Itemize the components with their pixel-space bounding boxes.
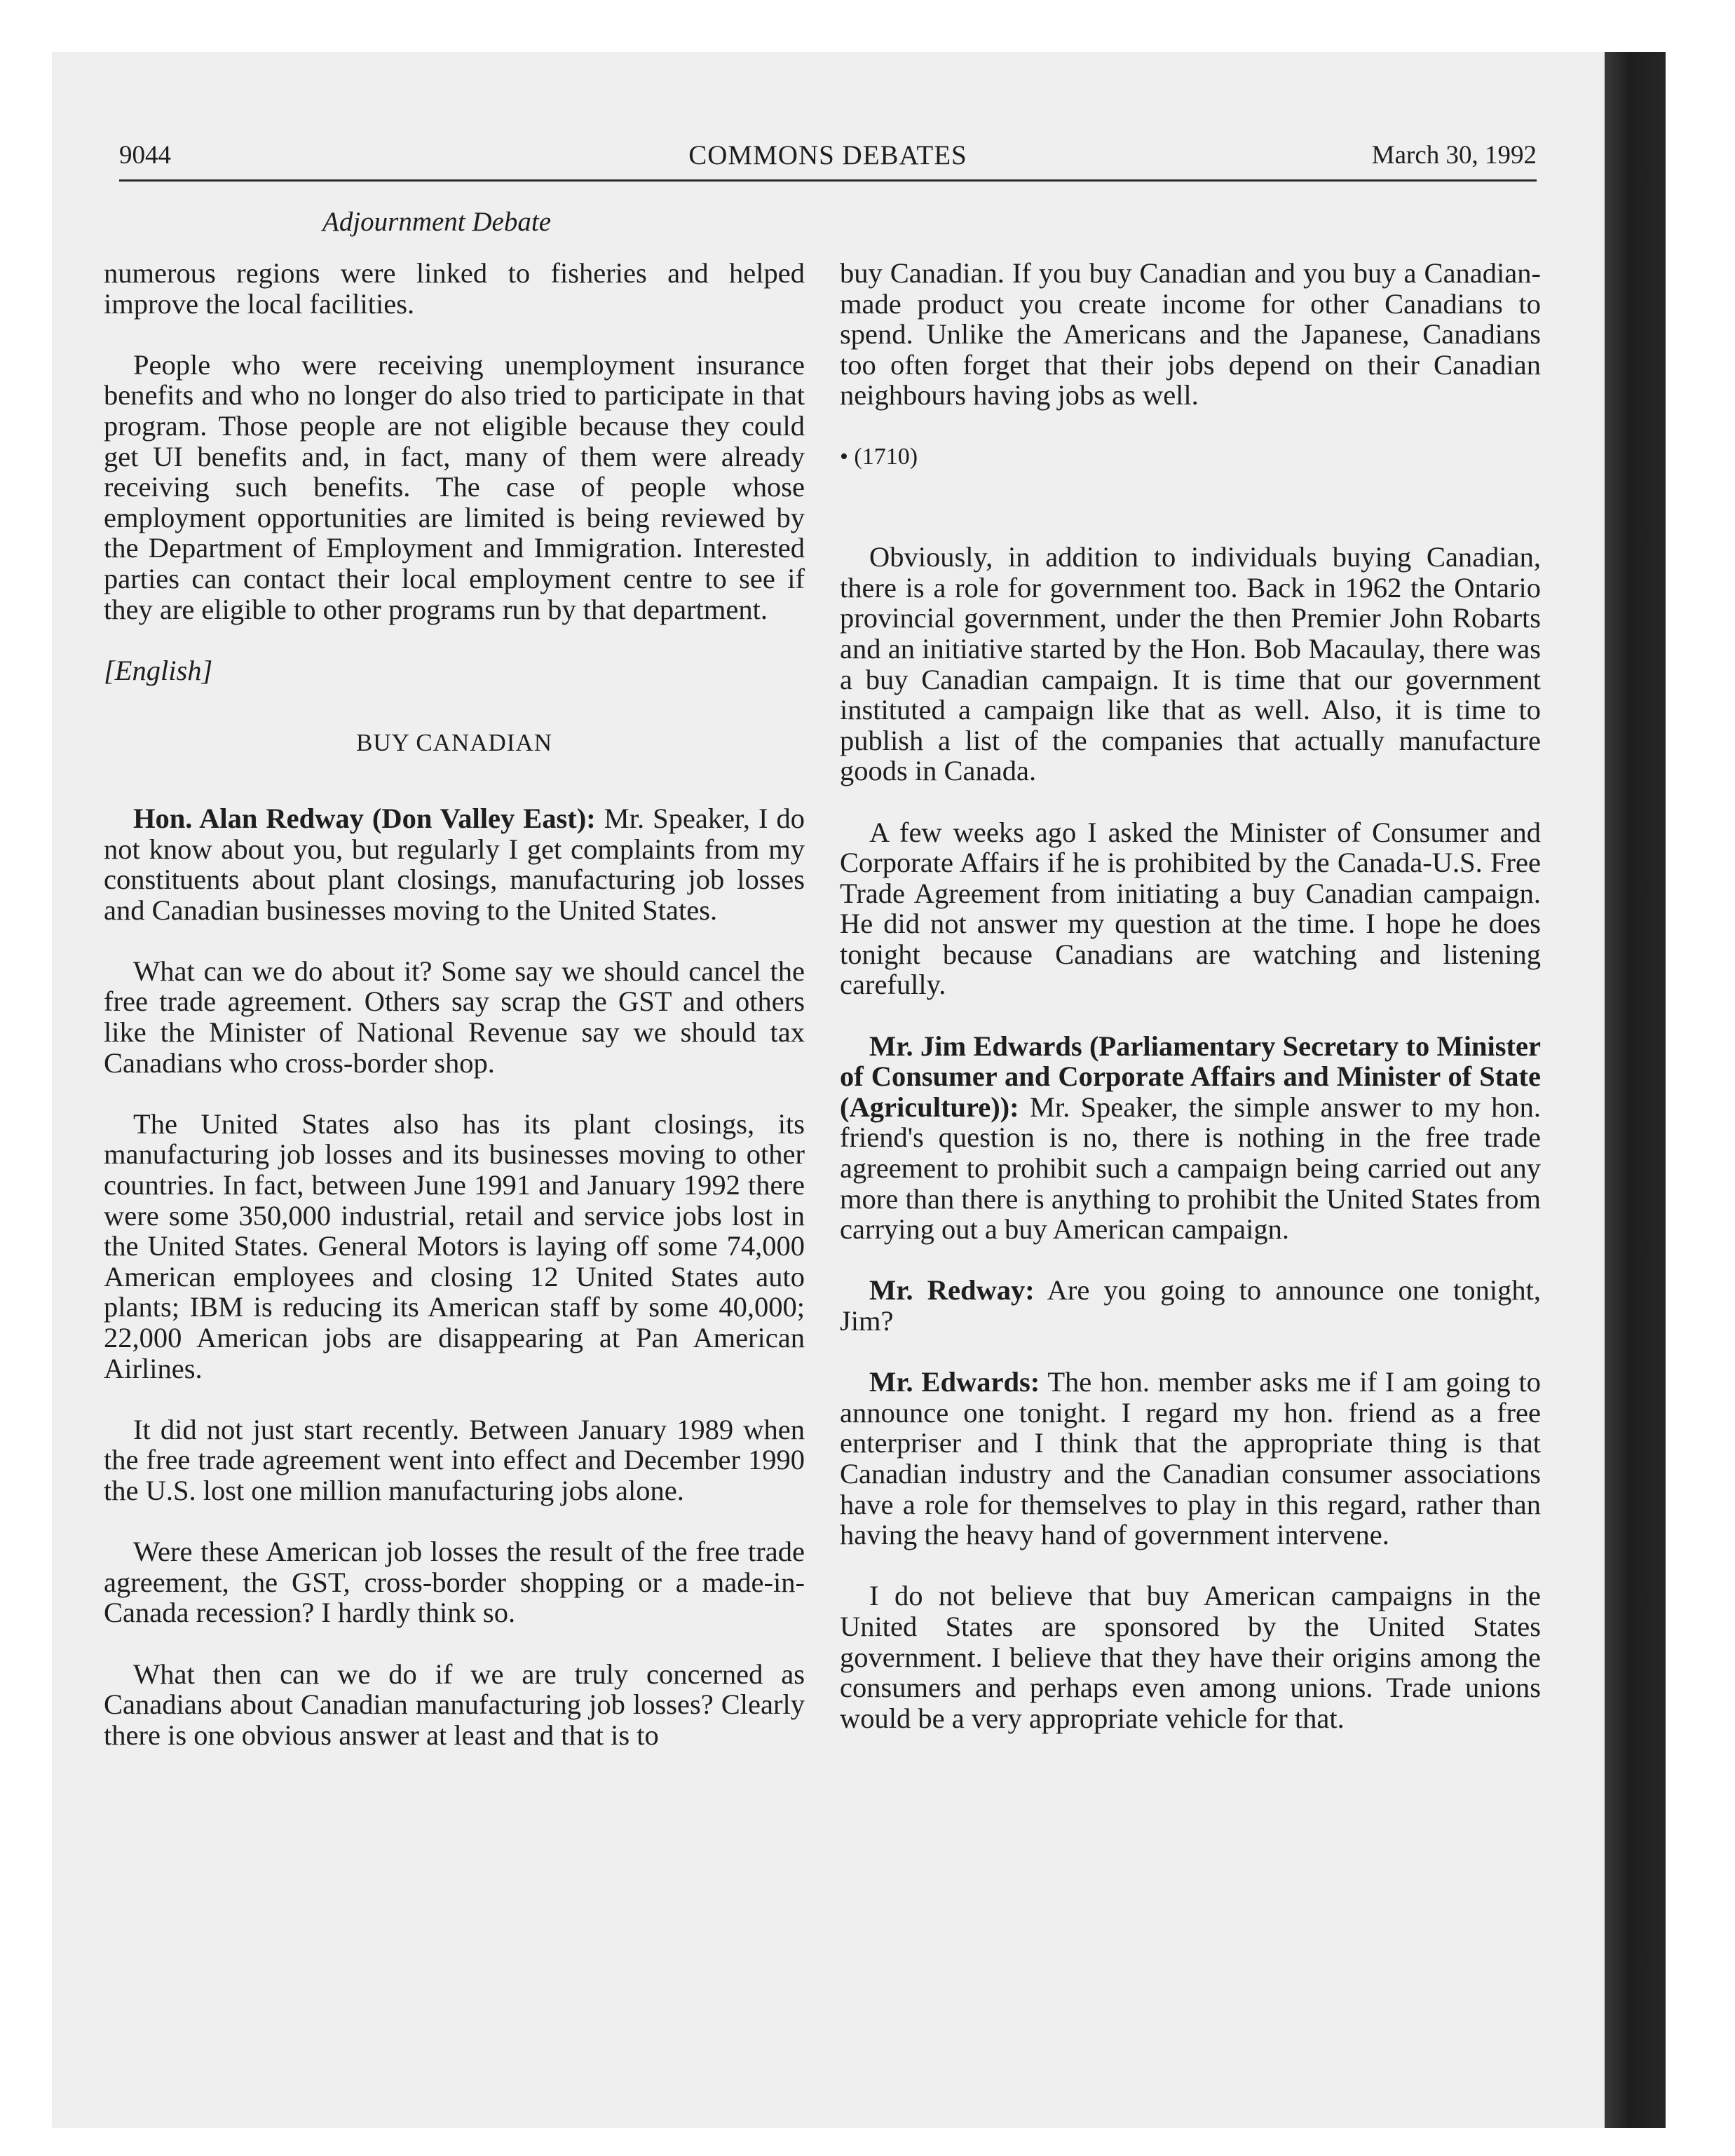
header-rule xyxy=(119,179,1537,182)
paragraph: The United States also has its plant closings, its manufacturing job losses and its businesses moving to other countries. In fact, between June 1991 and January 1992 there were some 350,000 industrial, retail and service jobs lost in the United States. General Motors is laying off some 74,000 American employees and closing 12 United States auto plants; IBM is reducing its American staff by some 40,000; 22,000 American jobs are disappearing at Pan American Airlines. xyxy=(104,1107,805,1384)
paragraph: What then can we do if we are truly concerned as Canadians about Canadian manufacturing job losses? Clearly there is one obvious answer at least and that is to xyxy=(104,1658,805,1751)
speech-paragraph xyxy=(104,803,805,925)
paragraph: numerous regions were linked to fisheries and helped improve the local facilities. xyxy=(104,257,805,320)
speaker-name: Hon. Alan Redway (Don Valley East): xyxy=(133,802,596,834)
paragraph: I do not believe that buy American campaigns in the United States are sponsored by the United States government. I believe that they have their origins among the consumers and perhaps even among unions. Trade unions would be a very appropriate vehicle for that. xyxy=(840,1580,1541,1734)
paragraph: A few weeks ago I asked the Minister of Consumer and Corporate Affairs if he is prohibited by the Canada-U.S. Free Trade Agreement from initiating a buy Canadian campaign. He did not answer my question at the time. I hope he does tonight because Canadians are watching and listening carefully. xyxy=(840,816,1541,1001)
publication-date: March 30, 1992 xyxy=(1371,141,1537,170)
paragraph: What can we do about it? Some say we should cancel the free trade agreement. Others say scrap the GST and others like the Minister of National Revenue say we should tax Canadians who cross-border shop. xyxy=(104,955,805,1079)
speaker-name: Mr. Edwards: xyxy=(869,1366,1040,1398)
right-column xyxy=(840,258,1541,1764)
speech-text: Mr. Speaker, the simple answer to my hon. friend's question is no, there is nothing in the free trade agreement to prohibit such a campaign being carried out any more than there is anything to prohibit the United States from carrying out a buy American campaign. xyxy=(840,1091,1541,1246)
paragraph: It did not just start recently. Between January 1989 when the free trade agreement went into effect and December 1990 the U.S. lost one million manufacturing jobs alone. xyxy=(104,1413,805,1506)
speaker-name: Mr. Redway: xyxy=(869,1274,1035,1306)
speech-text: The hon. member asks me if I am going to announce one tonight. I regard my hon. friend as a free enterpriser and I think that the appropriate thing is that Canadian industry and the Canadian consumer associations have a role for themselves to play in this regard, rather than having the heavy hand of government intervene. xyxy=(840,1366,1541,1551)
page-number: 9044 xyxy=(119,141,171,170)
speech-text: Mr. Speaker, I do not know about you, but regularly I get complaints from my constituents about plant closings, manufacturing job losses and Canadian businesses moving to the United States. xyxy=(104,802,805,926)
paragraph: Obviously, in addition to individuals buying Canadian, there is a role for government too. Back in 1962 the Ontario provincial government, under the then Premier John Robarts and an initiative started by the Hon. Bob Macaulay, there was a buy Canadian campaign. It is time that our government instituted a campaign like that as well. Also, it is time to publish a list of the companies that actually manufacture goods in Canada. xyxy=(840,541,1541,787)
speech-paragraph xyxy=(840,1367,1541,1550)
running-title: Adjournment Debate xyxy=(322,207,552,237)
page-header xyxy=(119,137,1537,174)
speech-paragraph xyxy=(840,1031,1541,1245)
speech-paragraph xyxy=(840,1275,1541,1336)
paragraph: People who were receiving unemployment insurance benefits and who no longer do also tried to participate in that program. Those people are not eligible because they could get UI benefits and, in fact, many of them were already receiving such benefits. The case of people whose employment opportunities are limited is being reviewed by the Department of Employment and Immigration. Interested parties can contact their local employment centre to see if they are eligible to other programs run by that department. xyxy=(104,348,805,625)
paragraph: Were these American job losses the result of the free trade agreement, the GST, cross-border shopping or a made-in-Canada recession? I hardly think so. xyxy=(104,1536,805,1629)
paragraph: buy Canadian. If you buy Canadian and you buy a Canadian-made product you create income for other Canadians to spend. Unlike the Americans and the Japanese, Canadians too often forget that their jobs depend on their Canadian neighbours having jobs as well. xyxy=(840,257,1541,411)
time-marker: • (1710) xyxy=(840,443,918,470)
scan-edge-shadow xyxy=(1605,52,1666,2128)
speaker-name: Mr. Jim Edwards (Parliamentary Secretary to Minister of Consumer and Corporate Affairs and Minister of State (Agriculture)): xyxy=(840,1030,1541,1123)
left-column xyxy=(104,258,805,1781)
speech-text: Are you going to announce one tonight, Jim? xyxy=(840,1274,1541,1337)
section-heading: BUY CANADIAN xyxy=(355,729,552,757)
language-tag: [English] xyxy=(104,654,213,686)
publication-title: COMMONS DEBATES xyxy=(688,140,967,170)
